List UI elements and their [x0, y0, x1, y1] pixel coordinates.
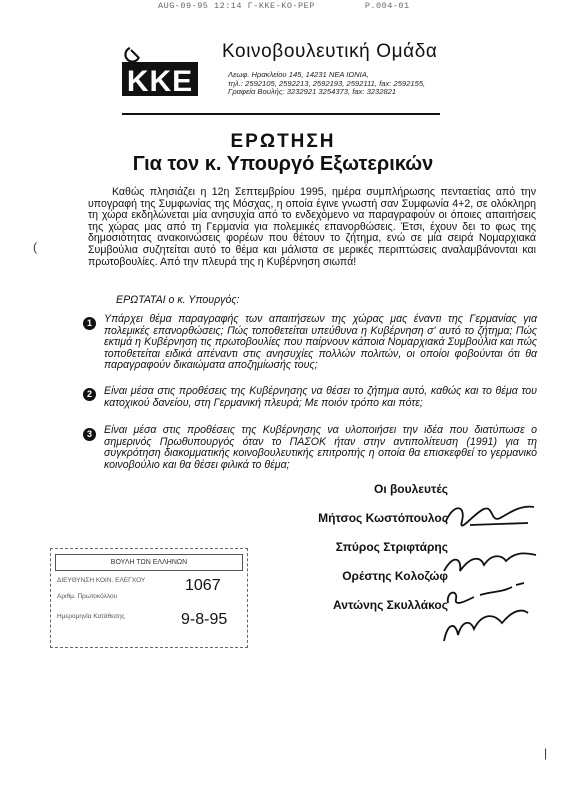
- question-2-text: Είναι μέσα στις προθέσεις της Κυβέρνησης να θέσει το ζήτημα αυτό, καθώς και το θέμα του κατοχικού δανείου, στη Γερμανική πλευρά; Με ποιόν τρόπο και πότε;: [104, 385, 537, 409]
- fax-page: Ρ.004-01: [364, 1, 410, 11]
- hammer-sickle-icon: [120, 44, 200, 100]
- stamp-row-label: ΔΙΕΥΘΥΝΣΗ ΚΟΙΝ. ΕΛΕΓΧΟΥ: [57, 577, 146, 584]
- address-line: τηλ.: 2592105, 2592213, 2592193, 2592111, fax: 2592155,: [228, 78, 426, 88]
- signatories: [292, 475, 448, 620]
- question-number-badge: 2: [83, 388, 96, 401]
- asks-label: ΕΡΩΤΑΤΑΙ ο κ. Υπουργός:: [116, 294, 240, 306]
- stamp-row-label: Ημερομηνία Κατάθεσης: [57, 613, 125, 620]
- protocol-number: 1067: [185, 577, 221, 594]
- handwritten-signatures: [440, 495, 540, 655]
- document-title: ΕΡΩΤΗΣΗ: [230, 131, 336, 152]
- margin-mark: (: [33, 240, 37, 254]
- address-line: Λεωφ. Ηρακλείου 145, 14231 ΝΕΑ ΙΩΝΙΑ,: [228, 70, 369, 79]
- address-line: Γραφεία Βουλής: 3232921 3254373, fax: 3232821: [228, 87, 397, 97]
- margin-mark: |: [544, 746, 548, 760]
- party-logo: [120, 44, 200, 100]
- address-block: [228, 71, 425, 97]
- signatories-heading: Οι βουλευτές: [373, 482, 448, 496]
- deposit-date: 9-8-95: [181, 611, 228, 628]
- signatory-name: Σπύρος Στριφτάρης: [335, 540, 448, 554]
- stamp-title: ΒΟΥΛΗ ΤΩΝ ΕΛΛΗΝΩΝ: [55, 554, 243, 571]
- intro-paragraph: Καθώς πλησιάζει η 12η Σεπτεμβρίου 1995, ημέρα συμπλήρωσης πενταετίας από την υπογραφή της Συμφωνίας της Μόσχας, η οποία έγινε γνωστή σαν Συμφωνία 4+2, σε ολόκληρη τη χώρα εκδηλώνεται μία ανησυχία από το ενδεχόμενο να παραγραφούν οι όποιες απαιτήσεις της χώρας μας από τη Γερμανία για πολεμικές επανορθώσεις. Έτσι, έχουν δει το φως της δημοσιότητας ανακοινώσεις φορέων που θέτουν το ζήτημα, ενώ σε μία σειρά Νομαρχιακά Συμβούλια συζητείται αυτό το θέμα και μάλιστα σε μερικές περιπτώσεις αναλαμβάνονται και πρωτοβουλίες. Από την πλευρά της η Κυβέρνηση σιωπά!: [88, 186, 536, 268]
- question-number-badge: 3: [83, 428, 96, 441]
- fax-line: AUG-09-95 12:14 Γ-ΚΚΕ-ΚΟ-ΡΕΡ: [158, 1, 315, 11]
- question-1-text: Υπάρχει θέμα παραγραφής των απαιτήσεων της χώρας μας έναντι της Γερμανίας για πολεμικές επανορθώσεις; Πώς τοποθετείται υπεύθυνα η Κυβέρνηση σ' αυτό το ζήτημα; Πώς εκτιμά η Κυβέρνηση τις πρωτοβουλίες που παίρνουν κάποια Νομαρχιακά Συμβούλια και πώς τοποθετείται ειδικά απέναντι στις ανησυχίες πολλών πολιτών, οι οποίοι φοβούνται ότι θα παραγραφούν δικαιώματα αποζημίωσής τους;: [104, 313, 537, 372]
- signatory-name: Ορέστης Κολοζώφ: [342, 569, 448, 583]
- header-rule: [122, 113, 440, 115]
- registry-stamp: [50, 548, 248, 648]
- fax-header: [158, 1, 410, 11]
- document-subtitle: Για τον κ. Υπουργό Εξωτερικών: [132, 153, 434, 175]
- question-number-badge: 1: [83, 317, 96, 330]
- organization-name: Κοινοβουλευτική Ομάδα: [222, 41, 438, 62]
- signatory-name: Μήτσος Κωστόπουλος: [318, 511, 448, 525]
- signatory-name: Αντώνης Σκυλλάκος: [333, 598, 448, 612]
- question-3-text: Είναι μέσα στις προθέσεις της Κυβέρνησης να υλοποιήσει την ιδέα που διατύπωσε ο σημερινός Πρωθυπουργός όταν το ΠΑΣΟΚ ήταν στην αντιπολίτευση (1991) για τη συγκρότηση διακομματικής κοινοβουλευτικής επιτροπής η οποία θα επισκεφθεί το γερμανικό κοινοβούλιο και θα θέσει φιλικά το θέμα;: [104, 424, 537, 471]
- stamp-row-label: Αριθμ. Πρωτοκόλλου: [57, 593, 118, 600]
- logo-text: ΚΚΕ: [126, 65, 194, 98]
